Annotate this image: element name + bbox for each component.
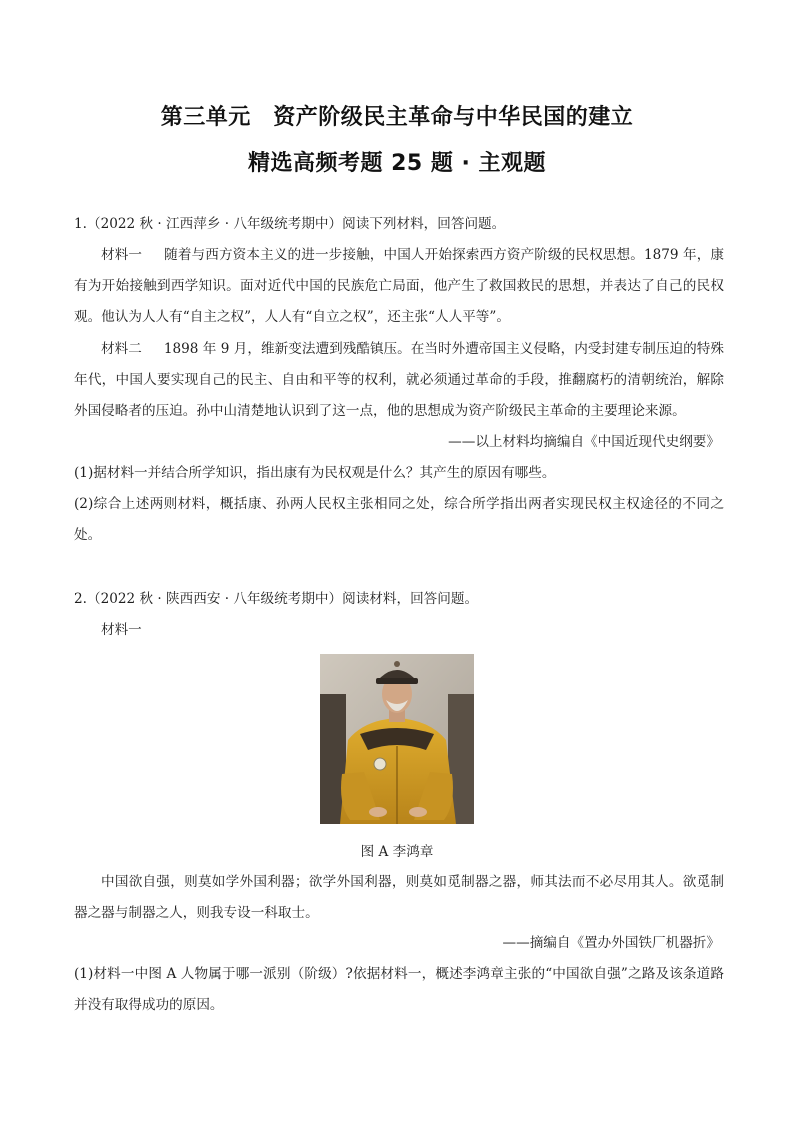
question-2-sub-1: (1)材料一中图 A 人物属于哪一派别（阶级）?依据材料一，概述李鸿章主张的“中国欲自强”之路及该条道路并没有取得成功的原因。 [74,966,724,1013]
question-1-source: ——以上材料均摘编自《中国近现代史纲要》 [448,434,720,450]
question-1-sub-2: (2)综合上述两则材料，概括康、孙两人民权主张相同之处，综合所学指出两者实现民权主权途径的不同之处。 [74,496,724,543]
li-hongzhang-photo [320,654,474,824]
material-1-label: 材料一 [101,247,143,263]
material-1-text: 随着与西方资本主义的进一步接触，中国人开始探索西方资产阶级的民权思想。1879 年，康有为开始接触到西学知识。面对近代中国的民族危亡局面，他产生了救国救民的思想，并表达了自己的民权观。他认为人人有“自主之权”，人人有“自立之权”，还主张“人人平等”。 [74,247,725,325]
photo-caption: 图 A 李鸿章 [360,844,434,860]
question-2-source: ——摘编自《置办外国铁厂机器折》 [502,935,720,951]
question-1-material-2 [74,334,724,427]
question-1-sub-1: (1)据材料一并结合所学知识，指出康有为民权观是什么？其产生的原因有哪些。 [74,465,556,481]
section-subtitle: 精选高频考题 25 题 · 主观题 [247,151,547,176]
material-2-label: 材料二 [101,341,142,357]
unit-title: 第三单元 资产阶级民主革命与中华民国的建立 [160,105,634,130]
material-2-text: 1898 年 9 月，维新变法遭到残酷镇压。在当时外遭帝国主义侵略，内受封建专制压迫的特殊年代，中国人要实现自己的民主、自由和平等的权利，就必须通过革命的手段，推翻腐朽的清朝统治，解除外国侵略者的压迫。孙中山清楚地认识到了这一点，他的思想成为资产阶级民主革命的主要理论来源。 [74,341,724,419]
question-2-stem: 2.（2022 秋 · 陕西西安 · 八年级统考期中）阅读材料，回答问题。 [74,591,479,607]
question-2-quote: 中国欲自强，则莫如学外国利器；欲学外国利器，则莫如觅制器之器，师其法而不必尽用其人。欲觅制器之器与制器之人，则我专设一科取士。 [74,874,724,921]
question-1-stem: 1.（2022 秋 · 江西萍乡 · 八年级统考期中）阅读下列材料，回答问题。 [74,216,506,232]
question-1-material-1 [74,240,724,333]
question-2-material-1-label: 材料一 [101,622,142,638]
